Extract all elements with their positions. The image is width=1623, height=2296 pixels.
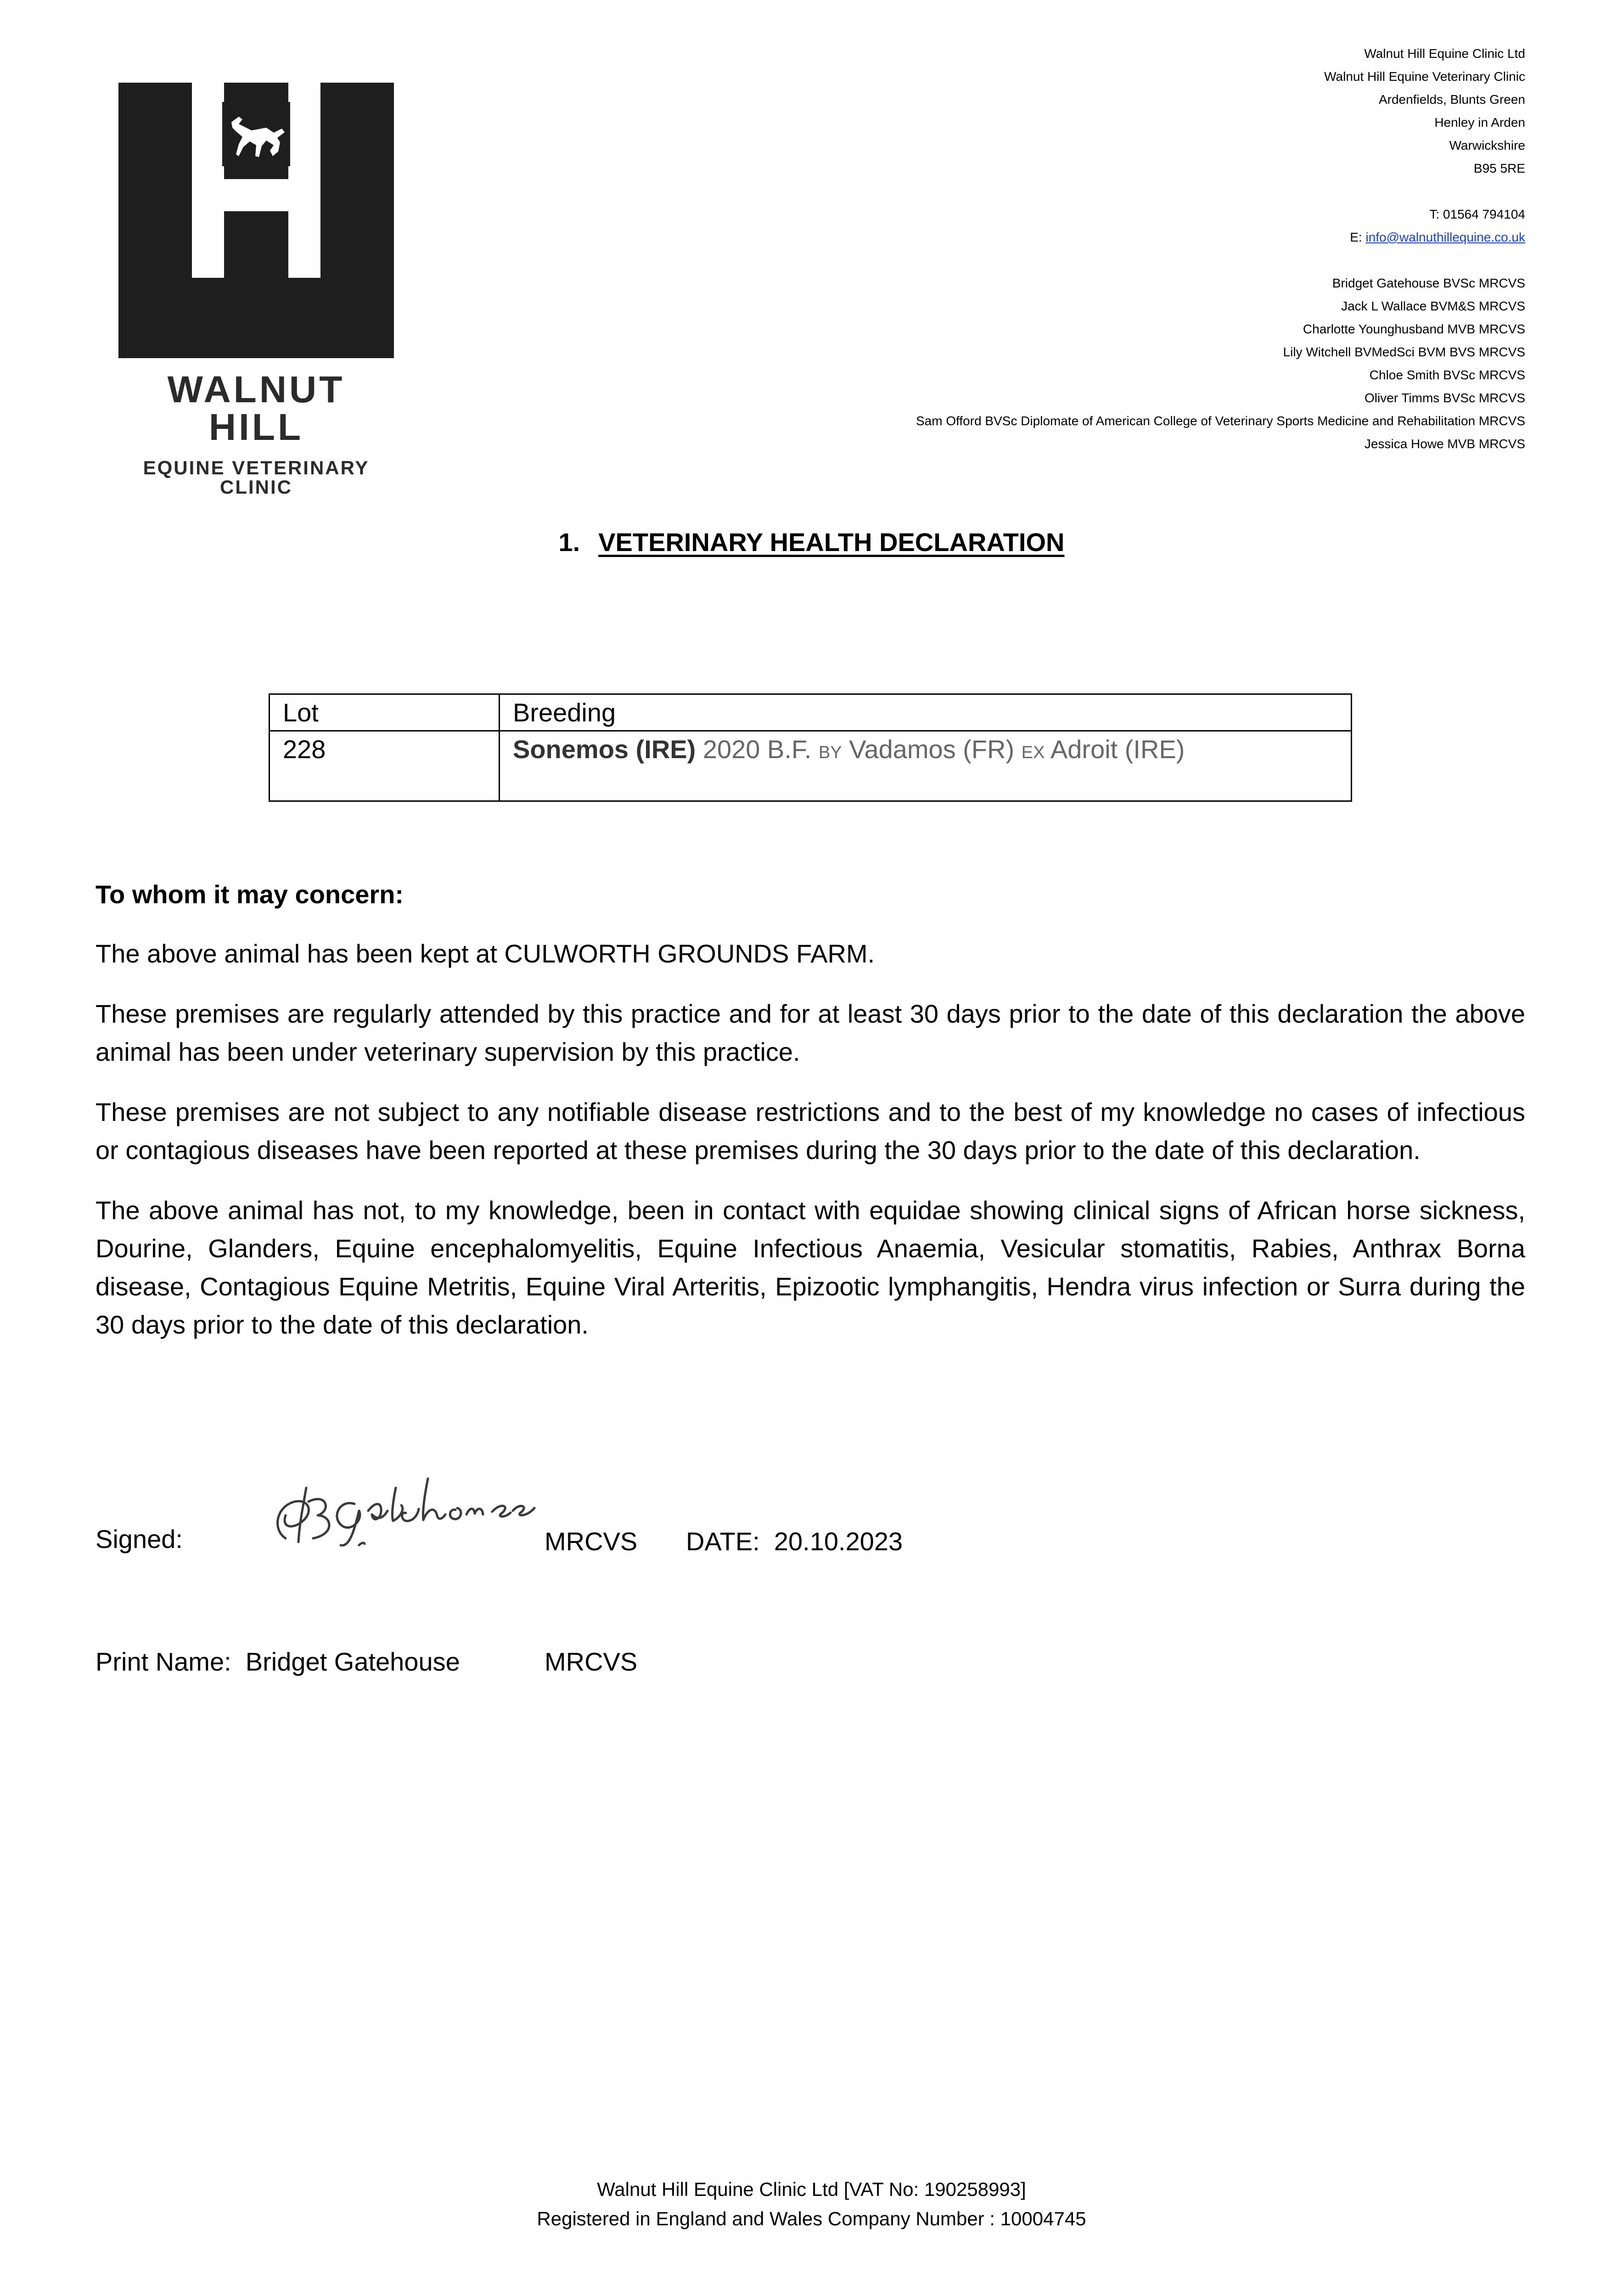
clinic-address-block xyxy=(515,42,1525,456)
email-prefix: E: xyxy=(1350,230,1366,244)
logo-subtitle: EQUINE VETERINARY CLINIC xyxy=(143,457,370,498)
vet-name: Jack L Wallace BVM&S MRCVS xyxy=(1341,299,1525,313)
ex-word: EX xyxy=(1021,743,1045,762)
vet-name: Sam Offord BVSc Diplomate of American College of Veterinary Sports Medicine and Rehabilitation MRCVS xyxy=(915,414,1525,428)
document-title xyxy=(0,527,1623,557)
print-name-row xyxy=(95,1647,460,1677)
date-value: 20.10.2023 xyxy=(774,1527,903,1556)
date-label: DATE: xyxy=(686,1527,760,1556)
logo-name: WALNUT HILL xyxy=(167,369,345,448)
table-header-breeding: Breeding xyxy=(500,694,1352,731)
address-line: Walnut Hill Equine Veterinary Clinic xyxy=(1324,69,1525,84)
greeting: To whom it may concern: xyxy=(95,880,404,909)
vet-name: Bridget Gatehouse BVSc MRCVS xyxy=(1332,276,1525,290)
phone-number: T: 01564 794104 xyxy=(1429,207,1525,221)
title-text: VETERINARY HEALTH DECLARATION xyxy=(598,528,1065,557)
email-line xyxy=(515,226,1525,249)
vet-name: Charlotte Younghusband MVB MRCVS xyxy=(1303,322,1525,336)
paragraph: These premises are not subject to any notifiable disease restrictions and to the best of my knowledge no cases of infectious or contagious diseases have been reported at these premises during the 30 days prior to the date of this declaration. xyxy=(95,1097,1525,1165)
clinic-logo xyxy=(118,83,394,497)
address-line: Warwickshire xyxy=(1449,138,1525,152)
declaration-body xyxy=(95,875,1525,1366)
title-number: 1. xyxy=(558,528,580,557)
signed-label: Signed: xyxy=(95,1525,183,1553)
paragraph: The above animal has been kept at CULWORTH GROUNDS FARM. xyxy=(95,939,875,968)
handwritten-signature xyxy=(263,1460,543,1552)
vet-name: Chloe Smith BVSc MRCVS xyxy=(1369,368,1525,382)
email-link[interactable]: info@walnuthillequine.co.uk xyxy=(1365,230,1525,244)
print-mrcvs: MRCVS xyxy=(545,1647,638,1676)
dam-name: Adroit (IRE) xyxy=(1050,735,1185,764)
signed-mrcvs: MRCVS xyxy=(545,1527,638,1556)
lot-table xyxy=(269,693,1352,802)
footer-line-company: Registered in England and Wales Company Number : 10004745 xyxy=(537,2208,1086,2229)
paragraph: The above animal has not, to my knowledge, been in contact with equidae showing clinical signs of African horse sickness, Dourine, Glanders, Equine encephalomyelitis, Equine Infectious Anaemia, Vesicular stomatitis, Rabies, Anthrax Borna disease, Contagious Equine Metritis, Equine Viral Arteritis, Epizootic lymphangitis, Hendra virus infection or Surra during the 30 days prior to the date of this declaration. xyxy=(95,1196,1525,1339)
table-row xyxy=(270,731,1352,801)
table-header-lot: Lot xyxy=(270,694,500,731)
print-name-label: Print Name: xyxy=(95,1647,231,1676)
date-field xyxy=(686,1526,903,1556)
table-header-row xyxy=(270,694,1352,731)
print-name-value: Bridget Gatehouse xyxy=(245,1647,460,1676)
vet-name: Jessica Howe MVB MRCVS xyxy=(1364,437,1525,451)
vet-name: Oliver Timms BVSc MRCVS xyxy=(1364,391,1525,405)
page-footer xyxy=(0,2175,1623,2234)
horse-year-sex: 2020 B.F. xyxy=(702,735,812,764)
address-line: Walnut Hill Equine Clinic Ltd xyxy=(1364,46,1525,61)
by-word: BY xyxy=(819,743,842,762)
vet-name: Lily Witchell BVMedSci BVM BVS MRCVS xyxy=(1283,345,1525,359)
paragraph: These premises are regularly attended by this practice and for at least 30 days prior to the date of this declaration the above animal has been under veterinary supervision by this practice. xyxy=(95,999,1525,1066)
lot-number: 228 xyxy=(270,731,500,801)
walnut-hill-h-horse-icon xyxy=(118,83,394,358)
address-line: Ardenfields, Blunts Green xyxy=(1378,92,1525,107)
footer-line-vat: Walnut Hill Equine Clinic Ltd [VAT No: 190258993] xyxy=(597,2178,1026,2200)
horse-name: Sonemos (IRE) xyxy=(513,735,696,764)
breeding-cell xyxy=(500,731,1352,801)
address-line: B95 5RE xyxy=(1473,161,1525,175)
sire-name: Vadamos (FR) xyxy=(849,735,1015,764)
address-line: Henley in Arden xyxy=(1434,115,1525,129)
